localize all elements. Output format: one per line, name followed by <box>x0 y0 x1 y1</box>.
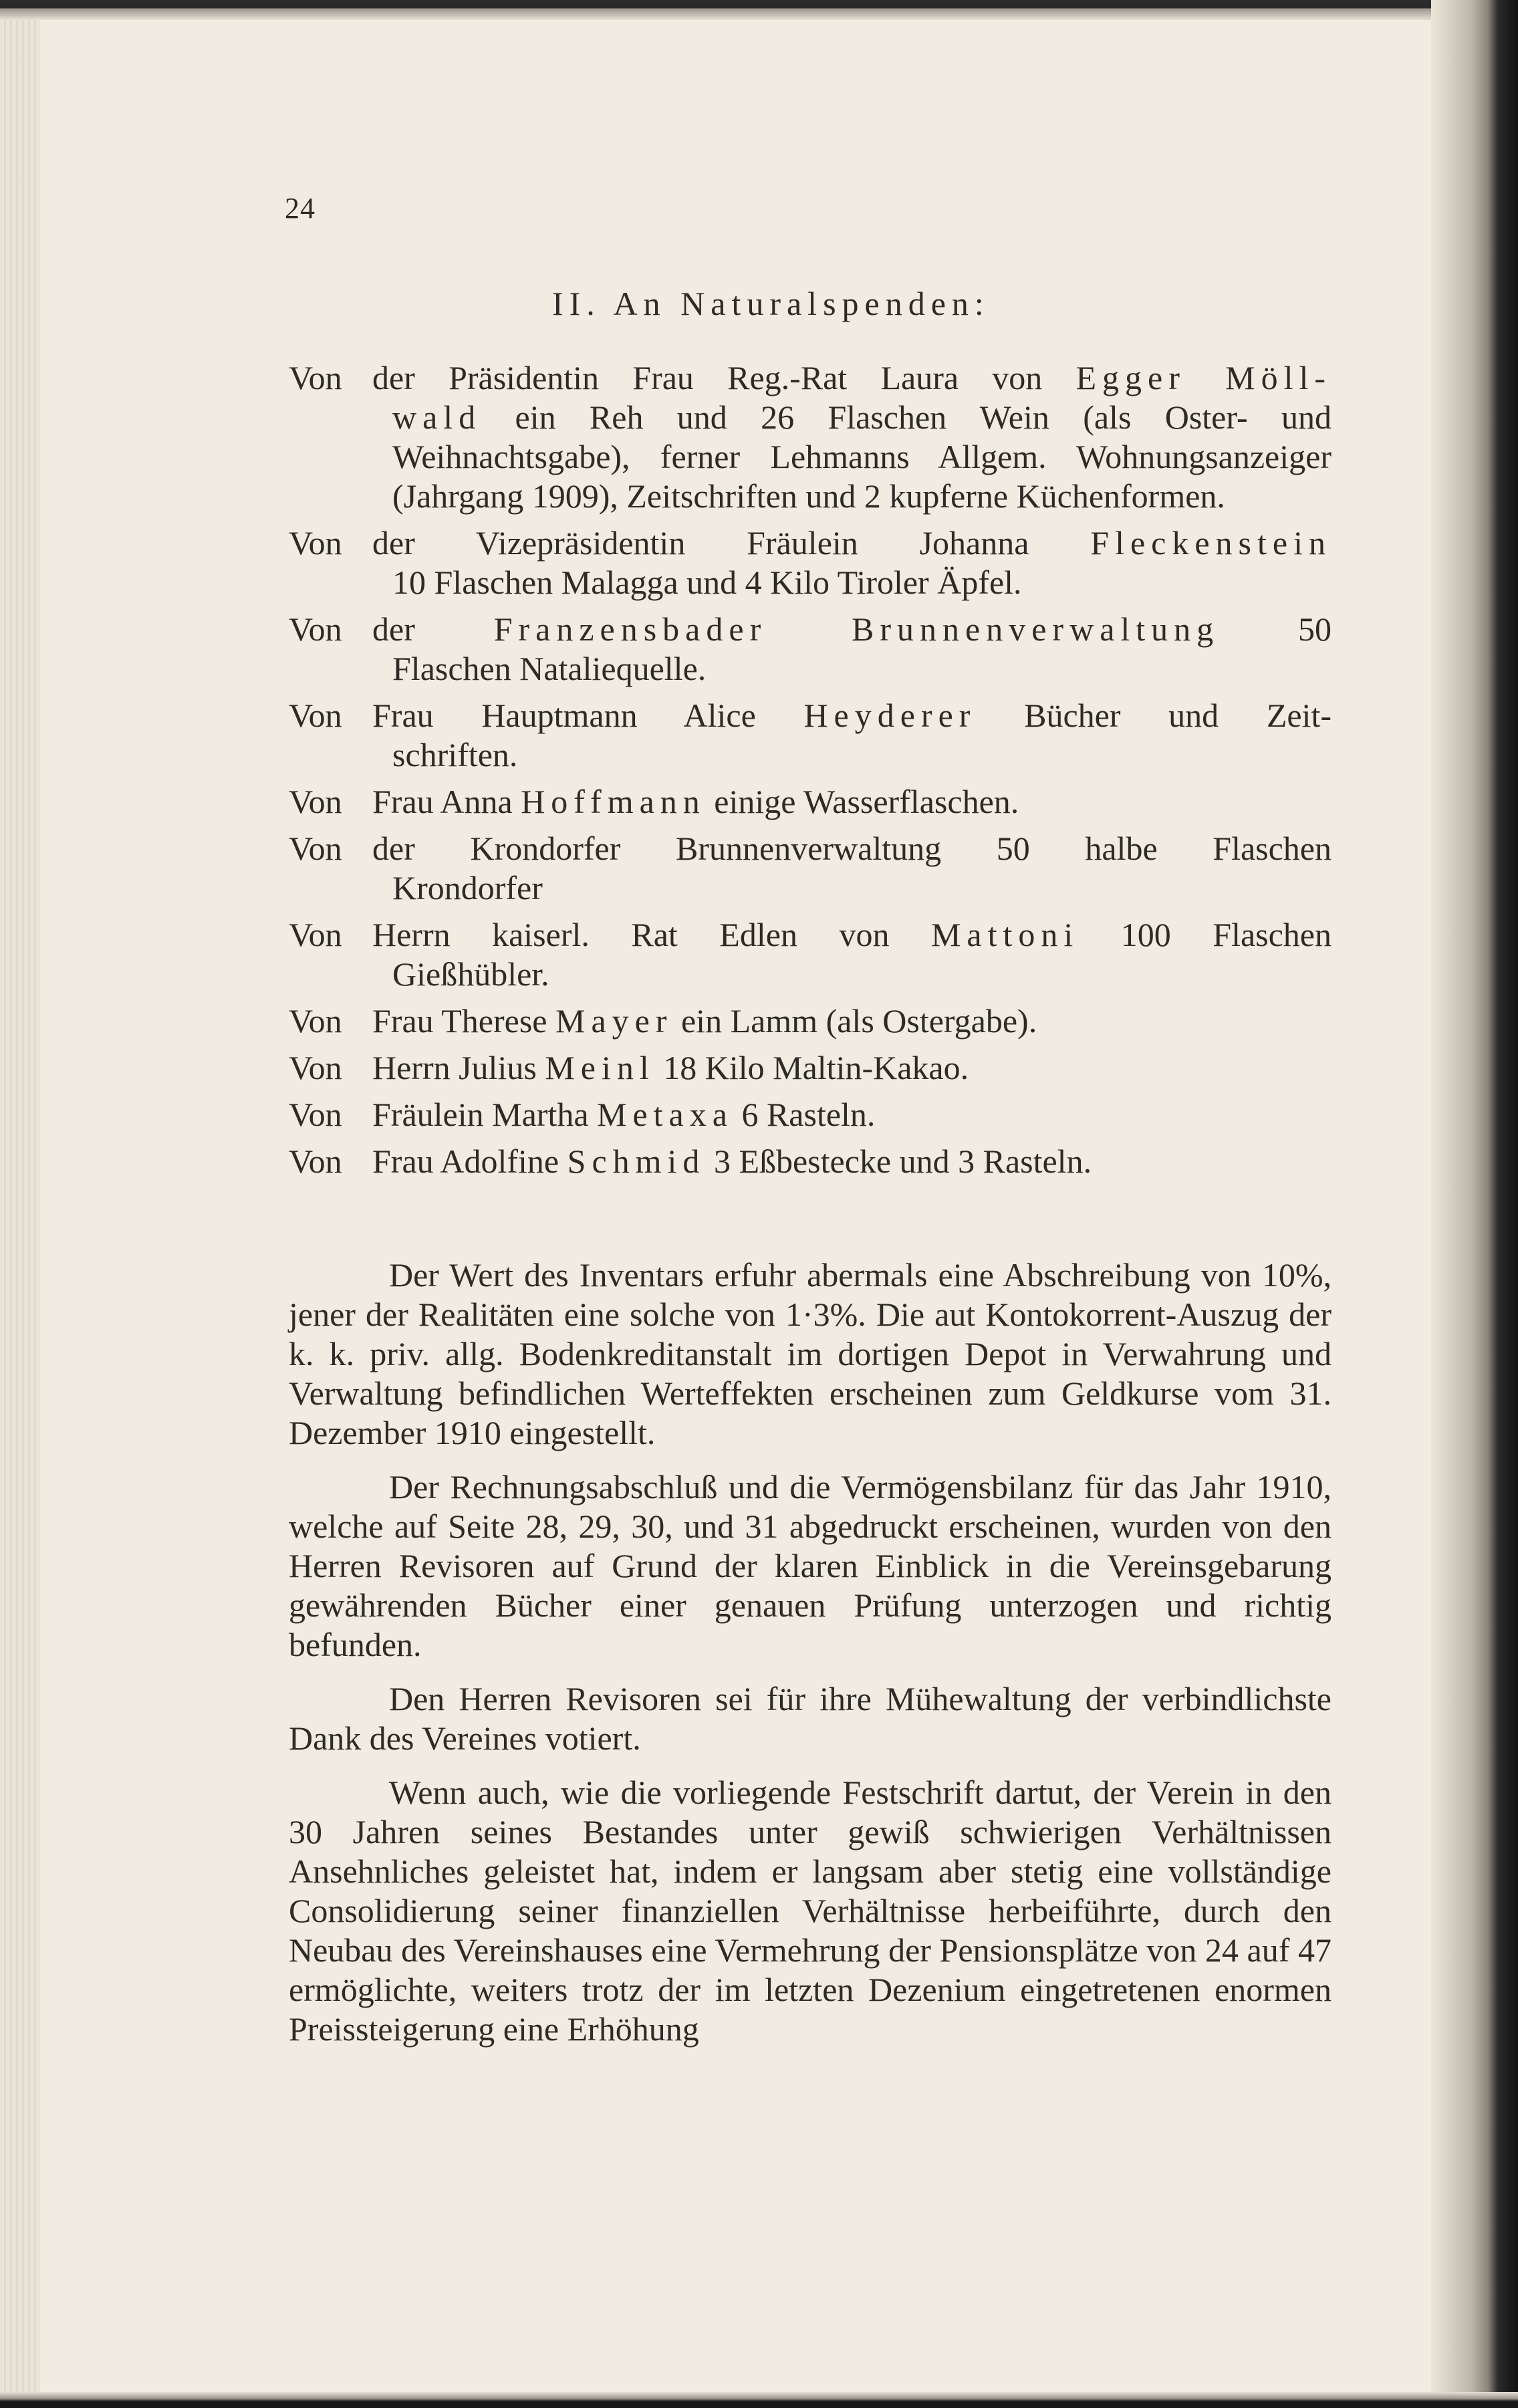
body-text <box>289 1255 1332 2064</box>
donor-name: Hoffmann <box>521 783 706 820</box>
donation-entry: Von Herrn kaiserl. Rat Edlen von Mattoni 100 Flaschen Gießhübler. <box>289 916 1332 993</box>
donation-von: Von <box>289 697 342 734</box>
donation-von: Von <box>289 524 342 562</box>
donor-name: Egger Möll- <box>1076 359 1332 396</box>
page-number: 24 <box>285 192 315 225</box>
donation-von: Von <box>289 610 342 648</box>
donor-name: Mattoni <box>930 916 1080 953</box>
donation-entry: Von der Vizepräsidentin Fräulein Johanna Fleckenstein 10 Flaschen Malagga und 4 Kilo Tiroler Äpfel. <box>289 524 1332 601</box>
donation-list <box>289 358 1332 1189</box>
paragraph: Der Rechnungsabschluß und die Vermögensbilanz für das Jahr 1910, welche auf Seite 28, 29, 30, und 31 abgedruckt erscheinen, wurden von den Herren Revisoren auf Grund der klaren Einblick in die Vereinsgebarung gewährenden Bücher einer genauen Prüfung unterzogen und richtig befunden. <box>289 1468 1332 1663</box>
donation-entry: Von der Krondorfer Brunnenverwaltung 50 halbe Flaschen Krondorfer <box>289 830 1332 907</box>
donation-von: Von <box>289 916 342 953</box>
donor-name: Mayer <box>555 1002 673 1040</box>
donation-von: Von <box>289 1002 342 1040</box>
donation-von: Von <box>289 1142 342 1180</box>
donor-name: Metaxa <box>597 1096 733 1133</box>
donor-name: Fleckenstein <box>1090 524 1332 562</box>
donation-entry: Von der Präsidentin Frau Reg.-Rat Laura von Egger Möll- wald ein Reh und 26 Flaschen Wein (als Oster- und Weihnachtsgabe), ferner Lehmanns Allgem. Wohnungsanzeiger (Jahrgang 1909), Zeitschriften und 2 kupferne Küchenformen. <box>289 359 1332 515</box>
donation-von: Von <box>289 359 342 396</box>
donation-von: Von <box>289 830 342 867</box>
donor-name: Schmid <box>567 1142 706 1180</box>
donation-entry: Von Frau Therese Mayer ein Lamm (als Ostergabe). <box>289 1002 1037 1040</box>
donation-von: Von <box>289 1096 342 1133</box>
paragraph: Den Herren Revisoren sei für ihre Mühewaltung der verbindlichste Dank des Vereines votiert. <box>289 1680 1332 1757</box>
donation-von: Von <box>289 783 342 820</box>
scan-top-edge <box>0 0 1518 20</box>
donor-name: Meinl <box>545 1049 655 1086</box>
donation-entry: Von Herrn Julius Meinl 18 Kilo Maltin-Kakao. <box>289 1049 969 1086</box>
scan-left-edge <box>0 0 40 2408</box>
scan-right-edge <box>1431 0 1518 2408</box>
donation-entry: Von der Franzensbader Brunnenverwaltung 50 Flaschen Nataliequelle. <box>289 610 1332 687</box>
donation-entry: Von Frau Anna Hoffmann einige Wasserflaschen. <box>289 783 1019 820</box>
paragraph: Wenn auch, wie die vorliegende Festschrift dartut, der Verein in den 30 Jahren seines Bestandes unter gewiß schwierigen Verhältnissen Ansehnliches geleistet hat, indem er langsam aber stetig eine vollständige Consolidierung seiner finanziellen Verhältnisse herbeiführte, durch den Neubau des Vereinshauses eine Vermehrung der Pensionsplätze von 24 auf 47 ermöglichte, weiters trotz der im letzten Dezenium eingetretenen enormen Preissteigerung eine Erhöhung <box>289 1774 1332 2048</box>
scan-bottom-edge <box>0 2392 1518 2408</box>
paragraph: Der Wert des Inventars erfuhr abermals eine Abschreibung von 10%, jener der Realitäten eine solche von 1·3%. Die aut Kontokorrent-Auszug der k. k. priv. allg. Bodenkreditanstalt im dortigen Depot in Verwahrung und Verwaltung befindlichen Werteffekten erscheinen zum Geldkurse vom 31. Dezember 1910 eingestellt. <box>289 1256 1332 1451</box>
section-heading: II. An Naturalspenden: <box>552 285 990 322</box>
donation-entry: Von Frau Hauptmann Alice Heyderer Bücher und Zeit- schriften. <box>289 697 1332 773</box>
donor-name: Franzensbader Brunnenverwaltung <box>493 610 1220 648</box>
donation-von: Von <box>289 1049 342 1086</box>
donation-entry: Von Frau Adolfine Schmid 3 Eßbestecke und 3 Rasteln. <box>289 1142 1092 1180</box>
donation-entry: Von Fräulein Martha Metaxa 6 Rasteln. <box>289 1096 876 1133</box>
donor-name: wald <box>392 398 482 436</box>
donor-name: Heyderer <box>803 697 977 734</box>
